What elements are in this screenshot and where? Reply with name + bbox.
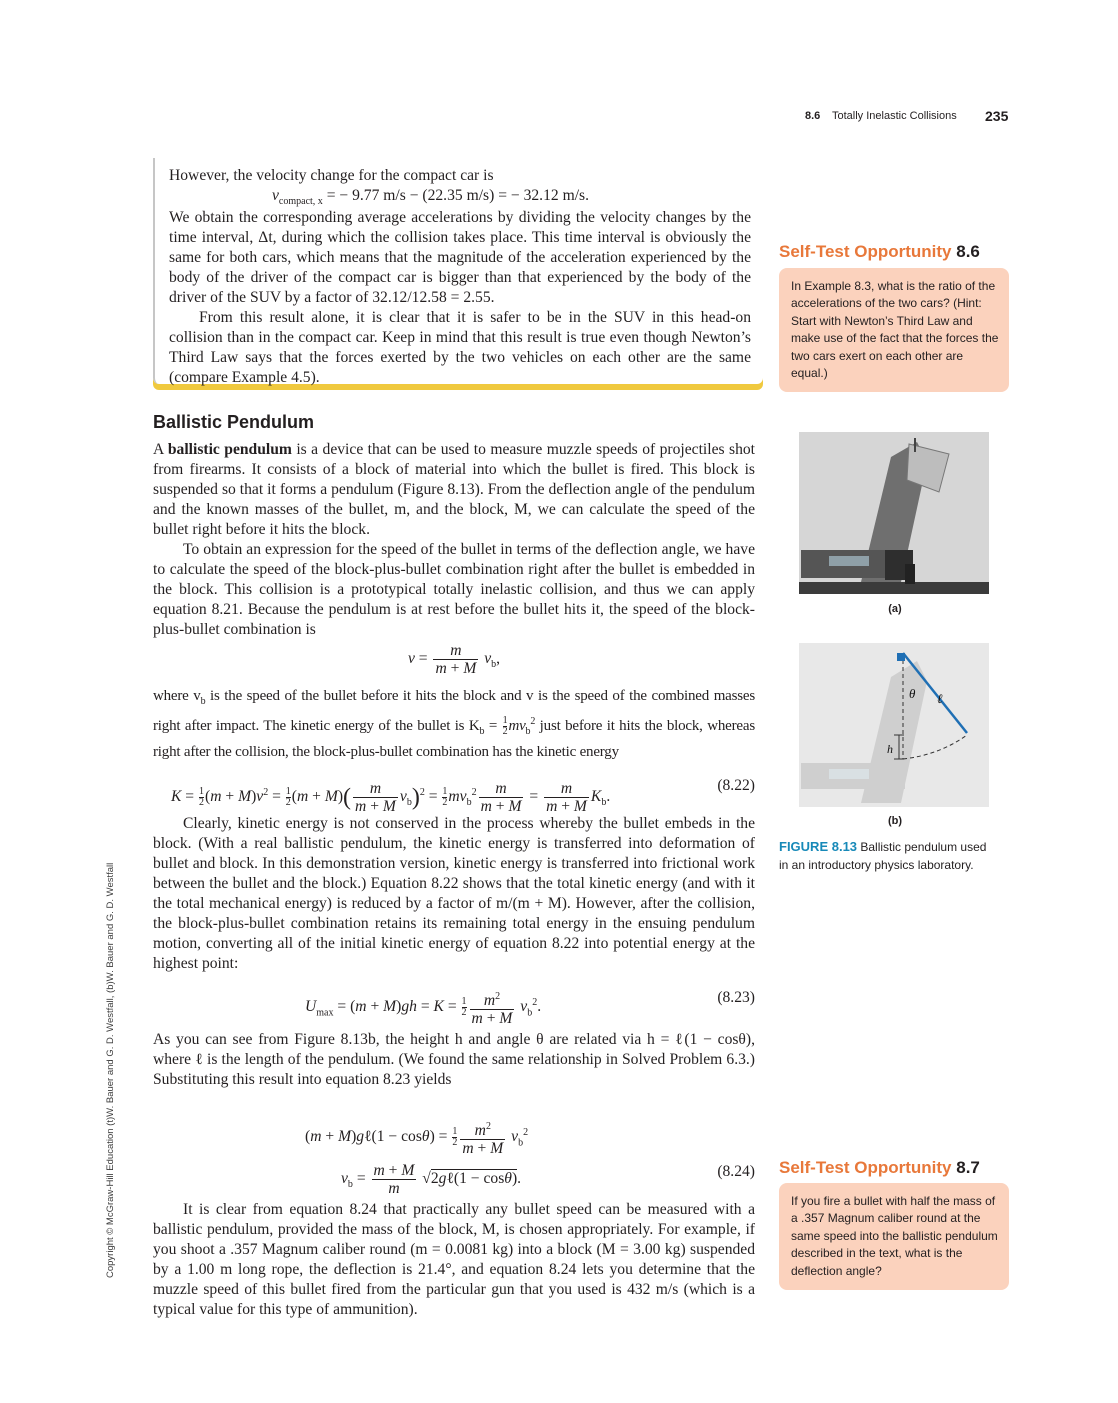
equation-substituted: (m + M)gℓ(1 − cosθ) = $\frac{1}{2}$ $\frac{m^2}{m + M}$ $v_b^2$ xyxy=(305,1121,529,1158)
body-paragraph: Clearly, kinetic energy is not conserved in the process whereby the bullet embeds in the block. (With a real ballistic pendulum, the kinetic energy is transferred into deformation of bullet and block. In this demonstration version, kinetic energy is transferred into frictional work between the bullet and the block.) Equation 8.22 shows that the total kinetic energy (and with it the total mechanical energy) is reduced by a factor of m/(m + M). However, after the collision, the block-plus-bullet combination retains its remaining total energy in the ensuing pendulum motion, converting all of the initial kinetic energy of equation 8.22 into potential energy at the highest point: xyxy=(153,815,755,972)
example-paragraph: We obtain the corresponding average accelerations by dividing the velocity changes by the time interval, Δt, during which the collision takes place. This time interval is obviously the same for both cars, which means that the magnitude of the acceleration experienced by the body of the driver of the compact car is bigger than that experienced by the body of the driver of the SUV by a factor of 32.12/12.58 = 2.55. xyxy=(169,209,751,306)
para-text: just before it hits the block, whereas right after the collision, the block-plus-bullet combination has the kinetic energy xyxy=(153,718,755,760)
equation-8-24: $v_b$ = $\frac{m + M}{m}$ √2gℓ(1 − cosθ). (8.24) xyxy=(341,1162,755,1197)
main-column xyxy=(153,412,755,1320)
self-test-number: 8.6 xyxy=(956,242,980,261)
eq-var-v: v xyxy=(272,187,279,204)
header-section-number: 8.6 xyxy=(805,110,821,122)
figure-panel-label: (b) xyxy=(887,815,903,827)
para-text: is the speed of the bullet before it hits the block and v is the speed of the combined masses right after impact. The kinetic energy of the bullet is K xyxy=(153,688,755,734)
equation-8-22: K = $\frac{1}{2}$ $(m + M)v^2$ = $\frac{1}{2}$ (m + M)( $\frac{m}{m + M}$ $v_b)^2$ = $\frac{1}{2}$ $mv_b^2$ $\frac{m}{m + M}$ = $\frac{m}{m + M}$ $K_b$. (8.22) xyxy=(171,777,755,815)
section-heading: Ballistic Pendulum xyxy=(153,412,315,432)
eq-rhs: = − 9.77 m/s − (22.35 m/s) = − 32.12 m/s. xyxy=(326,187,589,204)
body-paragraph xyxy=(153,440,755,540)
body-paragraph: It is clear from equation 8.24 that practically any bullet speed can be measured with a ballistic pendulum, provided the mass of the block, M, is chosen appropriately. For example, if you shoot a .357 Magnum caliber round (m = 0.0081 kg) into a block (M = 3.00 kg) suspended by a 1.00 m long rope, the deflection is 21.4°, and equation 8.24 lets you determine that the muzzle speed of this bullet fired from the particular gun that you used is 432 m/s (which is a typical value for this type of ammunition). xyxy=(153,1201,755,1318)
theta-label: θ xyxy=(909,686,916,701)
equation-v: v = $\frac{m}{m + M}$ $v_b$, xyxy=(407,642,501,677)
body-paragraph: To obtain an expression for the speed of the bullet in terms of the deflection angle, we have to calculate the speed of the block-plus-bullet combination right after the bullet is embedded in the block. This collision is a prototypical totally inelastic collision, and thus we can apply equation 8.21. Because the pendulum is at rest before the bullet hits it, the speed of the block-plus-bullet combination is xyxy=(153,541,755,638)
figure-photo-a xyxy=(799,432,989,594)
self-test-box: If you fire a bullet with half the mass of a .357 Magnum caliber round at the same speed into the ballistic pendulum described in the text, what is the deflection angle? xyxy=(779,1183,1009,1290)
figure-caption-text: Ballistic pendulum used in an introductory physics laboratory. xyxy=(779,840,987,872)
equation-8-23: $U_{max} = (m + M)gh = K$ = $\frac{1}{2}$ $\frac{m^2}{m + M}$ $v_b^2$. (8.23) xyxy=(305,989,755,1028)
self-test-number: 8.7 xyxy=(956,1158,980,1177)
copyright-notice: Copyright © McGraw-Hill Education (t)W. Bauer and G. D. Westfall, (b)W. Bauer and G. D. Westfall xyxy=(105,862,116,1278)
equation-v-compact xyxy=(169,186,751,208)
ell-label: ℓ xyxy=(937,691,943,706)
para-lead: A xyxy=(153,441,164,458)
eq-sub: compact, x xyxy=(278,196,323,208)
para-text: where v xyxy=(153,688,201,704)
example-box xyxy=(153,158,763,384)
self-test-label: Self-Test Opportunity xyxy=(779,242,952,261)
para-text: is a device that can be used to measure muzzle speeds of projectiles shot from firearms. It consists of a block of material into which the bullet is fired. This block is suspended so that it forms a pendulum (Figure 8.13). From the deflection angle of the pendulum and the known masses of the bullet, m, and the block, M, we can calculate the speed of the bullet right before it hits the block. xyxy=(153,441,756,538)
page-number: 235 xyxy=(985,108,1009,124)
header-chapter-title: Totally Inelastic Collisions xyxy=(832,110,957,122)
self-test-label: Self-Test Opportunity xyxy=(779,1158,952,1177)
ballistic-pendulum-diagram xyxy=(799,643,989,807)
figure-caption xyxy=(779,838,994,874)
example-paragraph: However, the velocity change for the compact car is xyxy=(169,167,494,184)
body-paragraph: As you can see from Figure 8.13b, the height h and angle θ are related via h = ℓ(1 − cosθ), where ℓ is the length of the pendulum. (We found the same relationship in Solved Problem 6.3.) Substituting this result into equation 8.23 yields xyxy=(153,1031,755,1088)
example-paragraph: From this result alone, it is clear that it is safer to be in the SUV in this head-on collision than in the compact car. Keep in mind that this result is true even though Newton’s Third Law says that the forces exerted by the two vehicles on each other are the same (compare Example 4.5). xyxy=(169,309,751,386)
body-paragraph: where $v_b$ is the speed of the bullet before it hits the block and v is the speed of the combined masses right after impact. The kinetic energy of the bullet is $K_b$ = $\frac{1}{2}$ $mv_b^2$ just before it hits the block, whereas right after the collision, the block-plus-bullet combination has the kinetic energy xyxy=(153,688,755,760)
key-term: ballistic pendulum xyxy=(167,441,292,458)
figure-label: FIGURE 8.13 xyxy=(779,839,858,854)
self-test-heading xyxy=(779,242,980,262)
equation-number: (8.22) xyxy=(717,777,755,794)
figure-panel-label: (a) xyxy=(888,603,902,615)
equation-number: (8.24) xyxy=(717,1163,755,1180)
self-test-heading xyxy=(779,1158,980,1178)
ballistic-pendulum-photo xyxy=(799,432,989,594)
figure-photo-b xyxy=(799,643,989,807)
equation-number: (8.23) xyxy=(717,989,755,1006)
self-test-box: In Example 8.3, what is the ratio of the accelerations of the two cars? (Hint: Start with Newton’s Third Law and make use of the fact that the forces the two cars exert on each other are equal.) xyxy=(779,268,1009,392)
h-label: h xyxy=(887,742,893,756)
